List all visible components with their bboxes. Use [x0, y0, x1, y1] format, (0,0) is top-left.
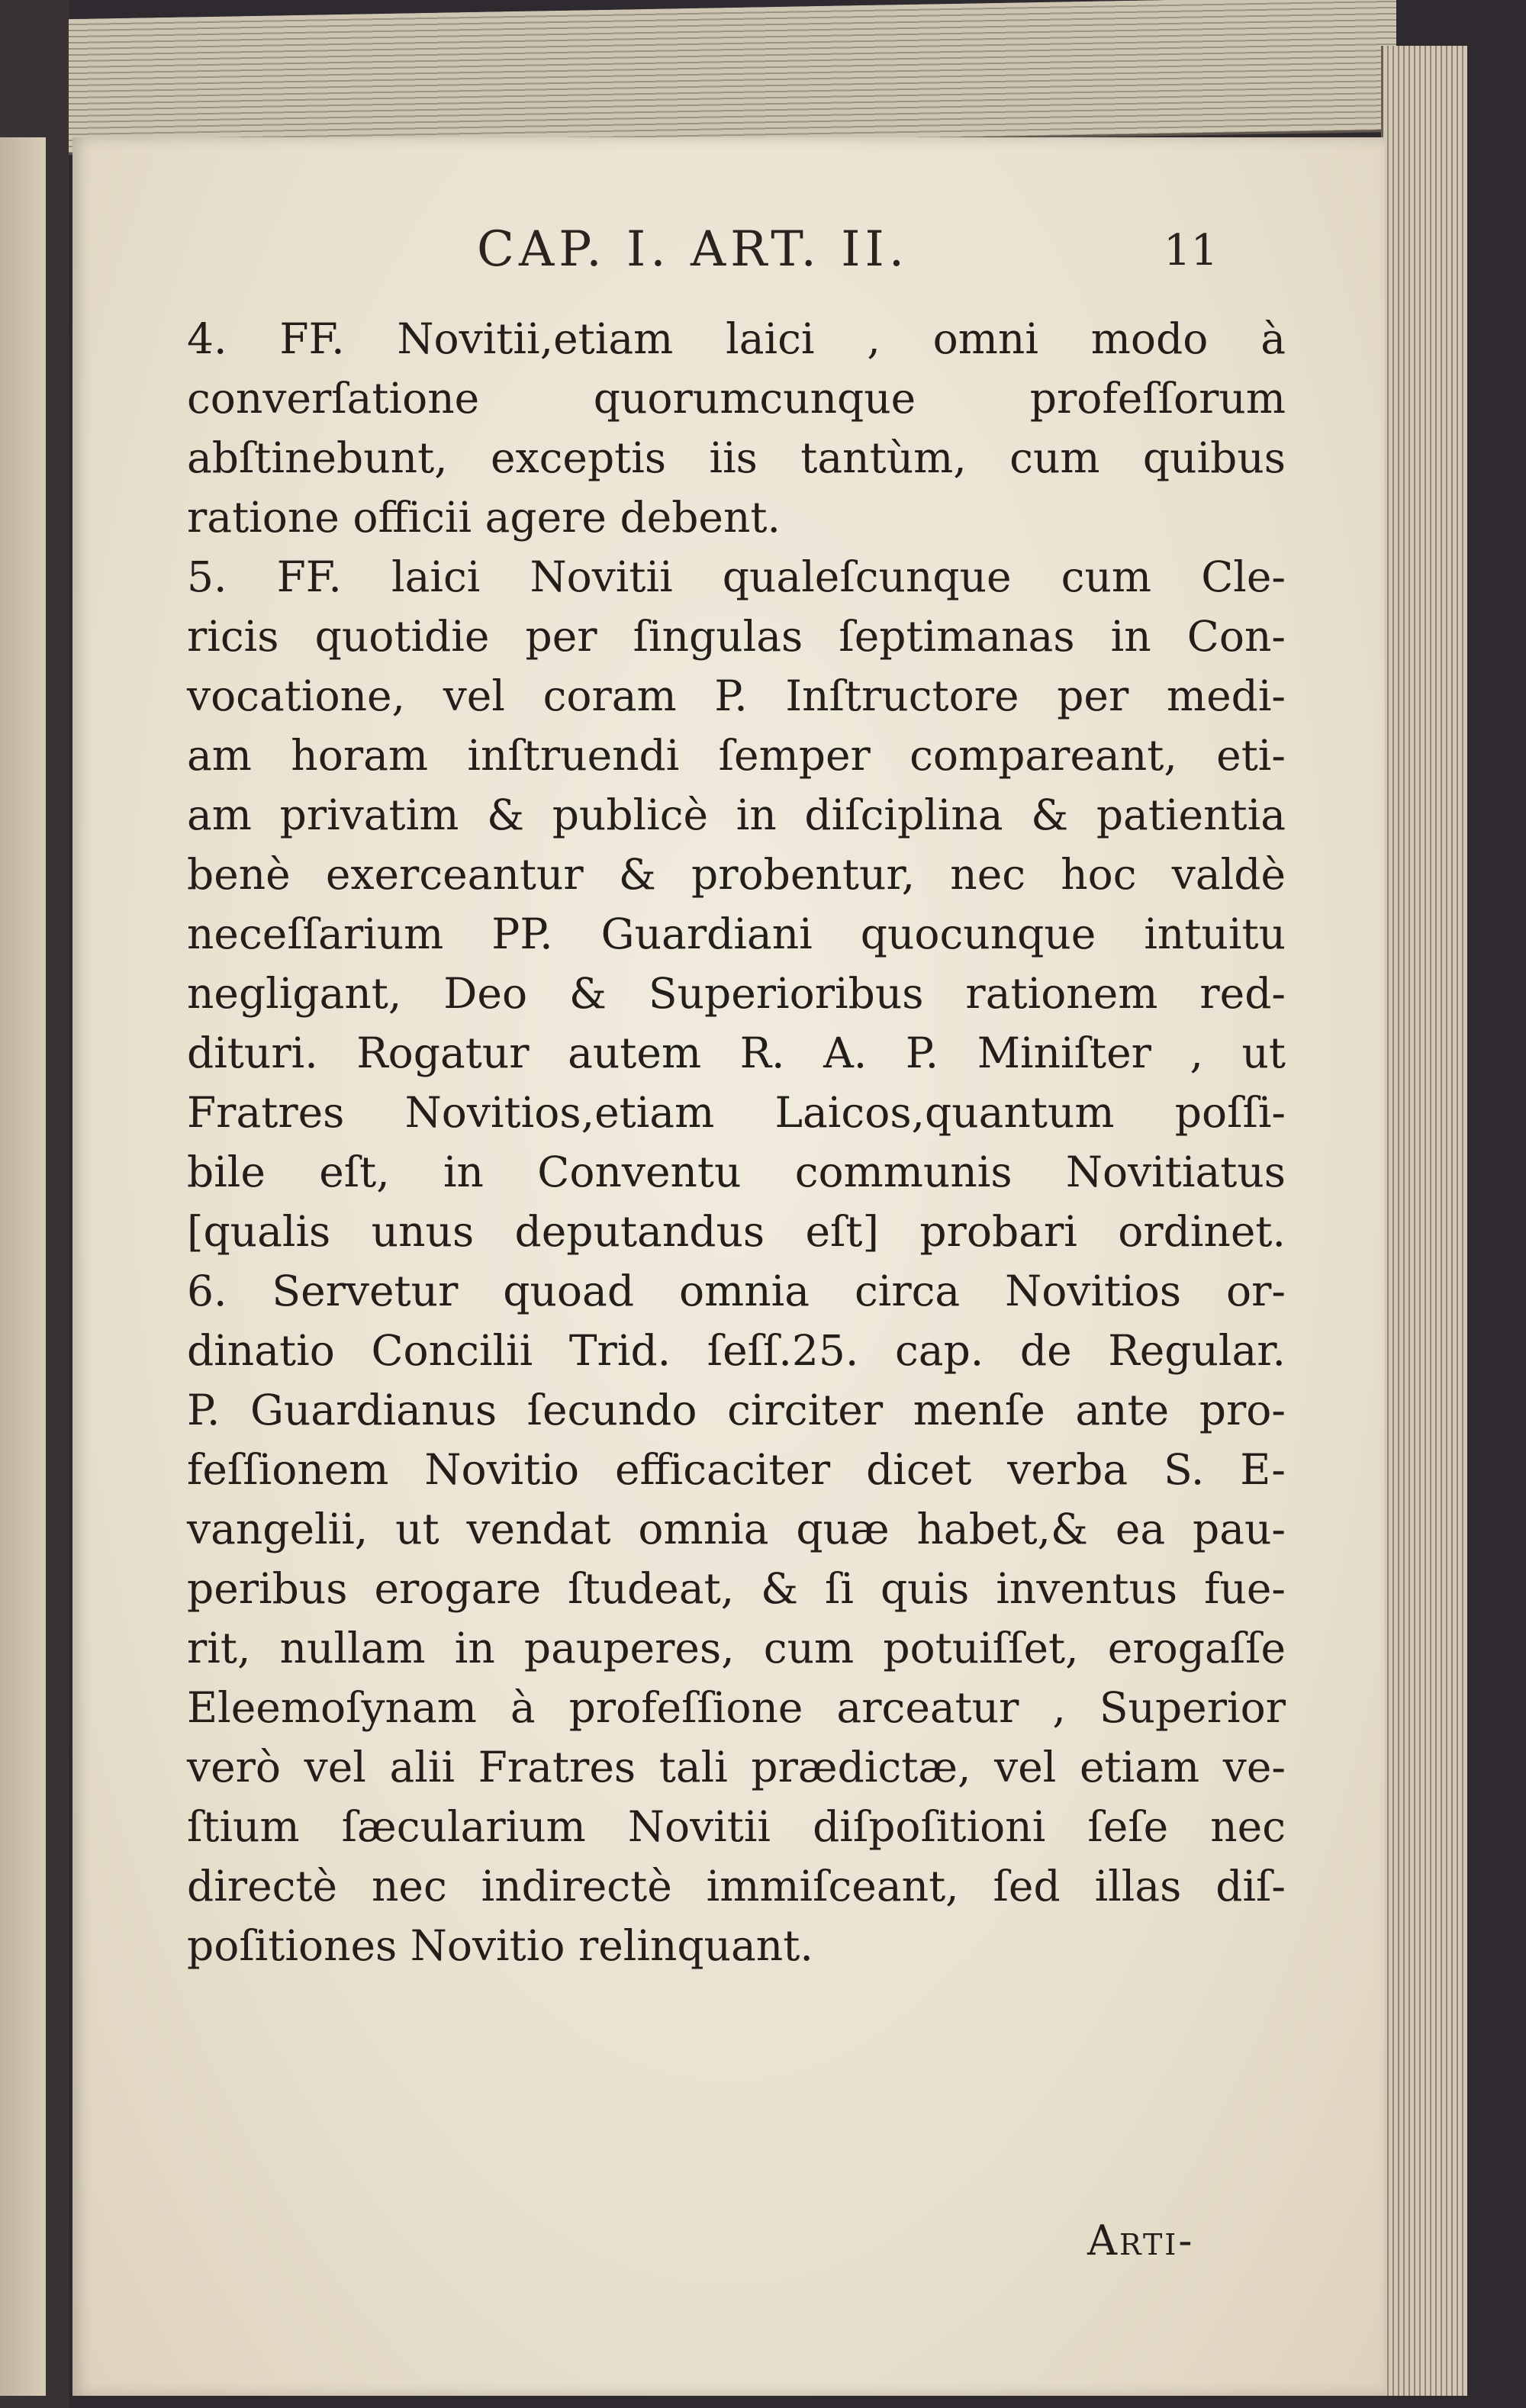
text-line: feſſionem Novitio efficaciter dicet verba S. E-: [187, 1445, 1286, 1494]
text-line: peribus erogare ſtudeat, & ſi quis inventus fue-: [187, 1564, 1286, 1613]
text-line: P. Guardianus ſecundo circiter menſe ante pro-: [187, 1386, 1286, 1434]
text-line: am horam inſtruendi ſemper compareant, eti-: [187, 731, 1286, 780]
text-line: ſtium ſæcularium Novitii diſpoſitioni ſeſe nec: [187, 1802, 1286, 1851]
text-line: converſatione quorumcunque profeſſorum: [187, 374, 1286, 423]
text-line: am privatim & publicè in diſciplina & patientia: [187, 790, 1286, 839]
text-line: directè nec indirectè immiſceant, ſed illas diſ-: [187, 1862, 1286, 1911]
book-spread: [46, 0, 1373, 2408]
chapter-article-heading: CAP. I. ART. II.: [477, 221, 909, 278]
text-line: verò vel alii Fratres tali prædictæ, vel etiam ve-: [187, 1743, 1286, 1792]
text-line: ricis quotidie per ſingulas ſeptimanas in Con-: [187, 612, 1286, 661]
text-line: neceſſarium PP. Guardiani quocunque intuitu: [187, 909, 1286, 958]
text-line: ratione officii agere debent.: [187, 493, 781, 542]
text-line: Fratres Novitios,etiam Laicos,quantum poſſi-: [187, 1088, 1286, 1137]
body-text: [187, 309, 1286, 1975]
running-head: [72, 221, 1385, 290]
text-line: 4. FF. Novitii,etiam laici , omni modo à: [187, 314, 1286, 363]
left-page-edge: [0, 137, 46, 2396]
text-line: 6. Servetur quoad omnia circa Novitios or-: [187, 1267, 1286, 1315]
text-line: dituri. Rogatur autem R. A. P. Miniſter , ut: [187, 1029, 1286, 1077]
text-line: bile eſt, in Conventu communis Novitiatus: [187, 1148, 1286, 1196]
text-line: vangelii, ut vendat omnia quæ habet,& ea pau-: [187, 1505, 1286, 1553]
text-line: benè exerceantur & probentur, nec hoc valdè: [187, 850, 1286, 899]
page-number: 11: [1164, 226, 1219, 275]
text-line: poſitiones Novitio relinquant.: [187, 1921, 813, 1970]
text-line: vocatione, vel coram P. Inſtructore per medi-: [187, 671, 1286, 720]
book-page: [72, 137, 1385, 2396]
text-line: Eleemoſynam à profeſſione arceatur , Superior: [187, 1683, 1286, 1732]
catchword: Arti-: [1087, 2216, 1195, 2265]
page-fore-edges: [1381, 46, 1467, 2396]
text-line: abſtinebunt, exceptis iis tantùm, cum quibus: [187, 433, 1286, 482]
text-line: [qualis unus deputandus eſt] probari ordinet.: [187, 1207, 1286, 1256]
text-line: negligant, Deo & Superioribus rationem red-: [187, 969, 1286, 1018]
text-line: rit, nullam in pauperes, cum potuiſſet, erogaſſe: [187, 1624, 1286, 1672]
text-line: dinatio Concilii Trid. ſeſſ.25. cap. de Regular.: [187, 1326, 1286, 1375]
page-top-edges: [69, 0, 1396, 155]
text-line: 5. FF. laici Novitii qualeſcunque cum Cle-: [187, 552, 1286, 601]
